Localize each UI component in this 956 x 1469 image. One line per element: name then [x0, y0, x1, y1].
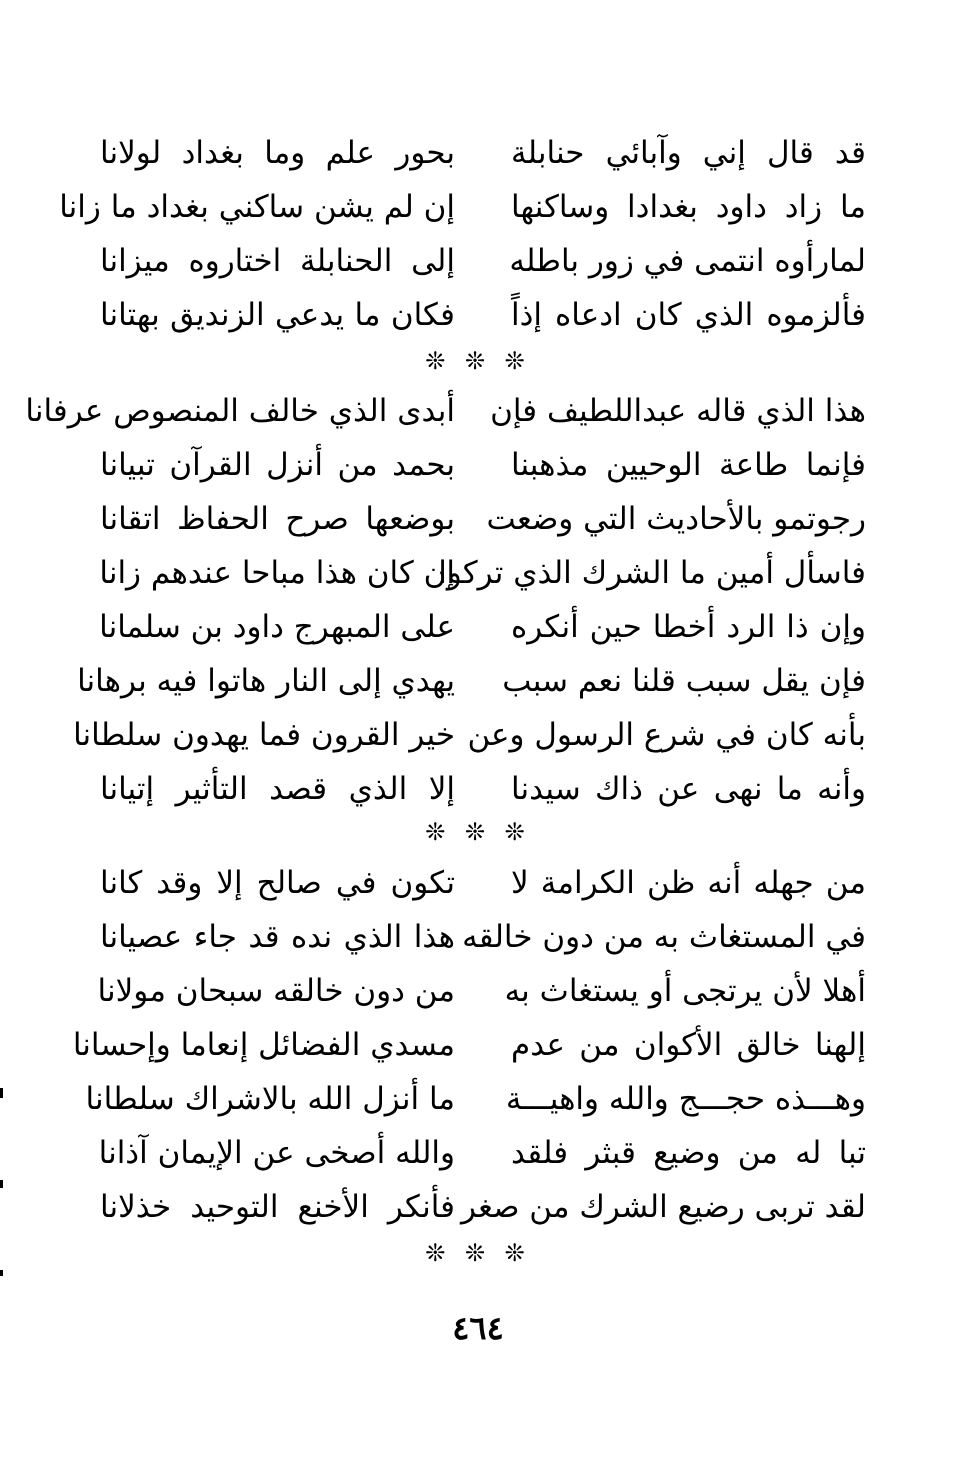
verse-first-hemistich: وإن ذا الرد أخطا حين أنكره	[511, 609, 866, 645]
verse-second-hemistich: من دون خالقه سبحان مولانا	[97, 973, 455, 1009]
verse-first-hemistich: هذا الذي قاله عبداللطيف فإن	[490, 393, 866, 429]
verse-second-hemistich: بحمد من أنزل القرآن تبيانا	[100, 447, 455, 483]
verse	[100, 288, 866, 342]
verse	[77, 654, 866, 708]
verse-first-hemistich: بأنه كان في شرع الرسول وعن	[467, 717, 866, 753]
verse-first-hemistich: ما زاد داود بغدادا وساكنها	[511, 189, 866, 225]
verse-first-hemistich: لمارأوه انتمى في زور باطله	[509, 243, 866, 279]
verse-first-hemistich: فاسأل أمين ما الشرك الذي تركوا	[438, 555, 866, 591]
stanza-separator: ❊ ❊ ❊	[425, 347, 531, 375]
verse	[100, 234, 866, 288]
verse-first-hemistich: رجوتمو بالأحاديث التي وضعت	[486, 501, 866, 537]
verse	[100, 762, 866, 816]
verse-second-hemistich: إلى الحنابلة اختاروه ميزانا	[100, 243, 455, 279]
verse-first-hemistich: فألزموه الذي كان ادعاه إذاً	[511, 297, 866, 333]
verse-second-hemistich: يهدي إلى النار هاتوا فيه برهانا	[77, 663, 455, 699]
verse	[59, 180, 866, 234]
stanza-separator: ❊ ❊ ❊	[425, 1239, 531, 1267]
verse	[100, 126, 866, 180]
verse-first-hemistich: تبا له من وضيع قبثر فلقد	[511, 1135, 866, 1171]
verse-second-hemistich: على المبهرج داود بن سلمانا	[99, 609, 455, 645]
verse-first-hemistich: وأنه ما نهى عن ذاك سيدنا	[511, 771, 866, 807]
verse-first-hemistich: وهـــذه حجـــج والله واهيـــة	[505, 1081, 866, 1117]
verse	[72, 1018, 866, 1072]
verse-second-hemistich: إلا الذي قصد التأثير إتيانا	[100, 771, 455, 807]
verse	[97, 964, 866, 1018]
stanza-separator: ❊ ❊ ❊	[425, 818, 531, 846]
verse-second-hemistich: خير القرون فما يهدون سلطانا	[73, 717, 455, 753]
verse-second-hemistich: تكون في صالح إلا وقد كانا	[100, 865, 455, 901]
verse-second-hemistich: ما أنزل الله بالاشراك سلطانا	[85, 1081, 455, 1117]
verse-second-hemistich: مسدي الفضائل إنعاما وإحسانا	[72, 1027, 455, 1063]
verse	[100, 546, 866, 600]
verse-second-hemistich: بوضعها صرح الحفاظ اتقانا	[100, 501, 455, 537]
verse-first-hemistich: أهلا لأن يرتجى أو يستغاث به	[504, 973, 866, 1009]
verse-second-hemistich: فأنكر الأخنع التوحيد خذلانا	[100, 1189, 455, 1225]
verse	[100, 1180, 866, 1234]
verse-first-hemistich: في المستغاث به من دون خالقه	[462, 919, 866, 955]
verse	[100, 856, 866, 910]
verse	[85, 1072, 866, 1126]
verse-second-hemistich: والله أصخى عن الإيمان آذانا	[98, 1135, 455, 1171]
verse-second-hemistich: إن لم يشن ساكني بغداد ما زانا	[59, 189, 455, 225]
verse	[73, 708, 866, 762]
verse	[100, 1126, 866, 1180]
verse-first-hemistich: إلهنا خالق الأكوان من عدم	[511, 1027, 866, 1063]
verse-second-hemistich: إن كان هذا مباحا عندهم زانا	[99, 555, 455, 591]
verse-first-hemistich: قد قال إني وآبائي حنابلة	[511, 135, 866, 171]
verse-first-hemistich: لقد تربى رضيع الشرك من صغر	[461, 1189, 866, 1225]
verse	[100, 492, 866, 546]
verse-first-hemistich: من جهله أنه ظن الكرامة لا	[511, 865, 866, 901]
page-number: ٤٦٤	[452, 1309, 504, 1347]
verse-first-hemistich: فإن يقل سبب قلنا نعم سبب	[502, 663, 866, 699]
stanza-2	[25, 384, 866, 816]
scan-edge-mark	[0, 1180, 3, 1188]
stanza-1	[59, 126, 866, 342]
verse-second-hemistich: فكان ما يدعي الزنديق بهتانا	[100, 297, 455, 333]
stanza-3	[72, 856, 866, 1234]
verse-second-hemistich: أبدى الذي خالف المنصوص عرفانا	[25, 393, 455, 429]
scan-edge-mark	[0, 1088, 3, 1098]
scan-edge-mark	[0, 1270, 3, 1276]
verse	[25, 384, 866, 438]
verse	[100, 910, 866, 964]
verse-second-hemistich: هذا الذي نده قد جاء عصيانا	[100, 919, 455, 955]
verse	[100, 600, 866, 654]
verse-second-hemistich: بحور علم وما بغداد لولانا	[100, 135, 455, 171]
verse-first-hemistich: فإنما طاعة الوحيين مذهبنا	[511, 447, 866, 483]
verse	[100, 438, 866, 492]
